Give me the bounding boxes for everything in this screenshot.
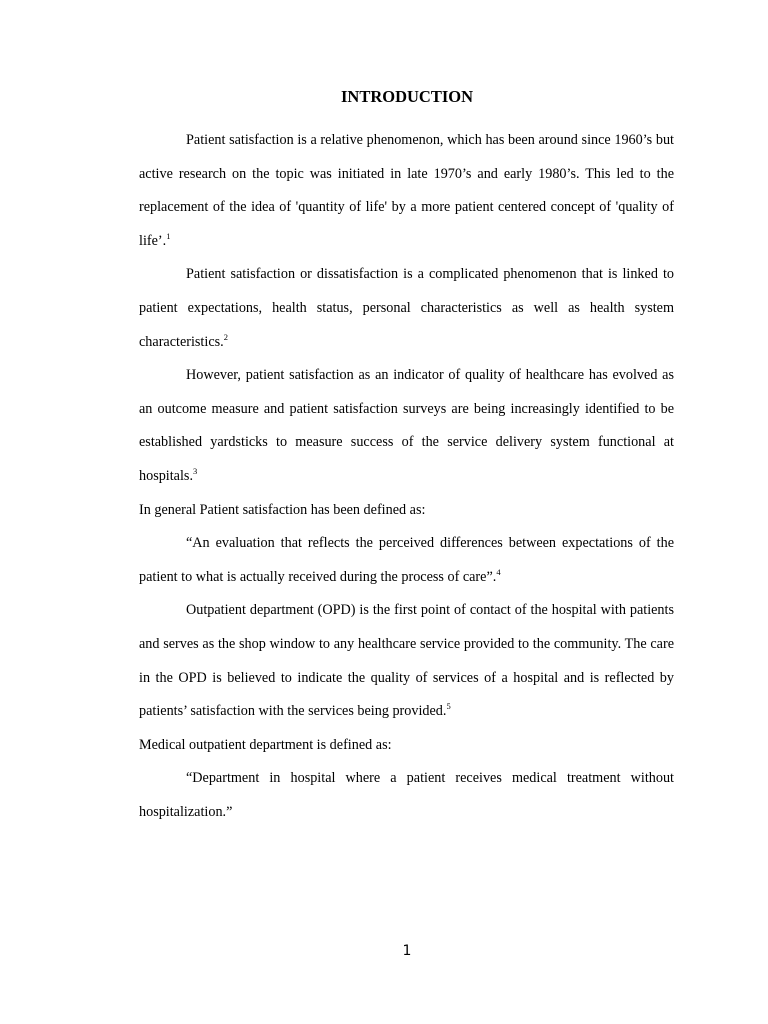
footnote-ref: 4 xyxy=(496,566,501,577)
paragraph-opd-definition-quote xyxy=(139,762,674,829)
page-number: 1 xyxy=(402,943,412,959)
paragraph-text: Outpatient department (OPD) is the first point of contact of the hospital with patients and serves as the shop window to any healthcare service provided to the community. The care in the OPD is believed to indicate the quality of services of a hospital and is reflected by patients’ satisfaction with the services being provided. xyxy=(139,602,674,720)
paragraph-opd xyxy=(139,594,674,728)
paragraph-text: Patient satisfaction or dissatisfaction is a complicated phenomenon that is linked to patient expectations, health status, personal characteristics as well as health system characteristics. xyxy=(139,266,674,350)
paragraph-text: In general Patient satisfaction has been defined as: xyxy=(139,501,426,518)
paragraph-opd-definition-intro xyxy=(139,729,674,763)
paragraph-text: Patient satisfaction is a relative phenomenon, which has been around since 1960’s but active research on the topic was initiated in late 1970’s and early 1980’s. This led to the replacement of the idea of 'quantity of life' by a more patient centered concept of 'quality of life’. xyxy=(139,132,674,249)
footnote-ref: 5 xyxy=(446,701,451,712)
paragraph-text: “Department in hospital where a patient receives medical treatment without hospitalization.” xyxy=(139,770,674,820)
paragraph-indicator xyxy=(139,359,674,493)
paragraph-history xyxy=(139,124,674,258)
footnote-ref: 2 xyxy=(223,331,228,342)
body-text xyxy=(139,124,674,829)
paragraph-definition-intro xyxy=(139,494,674,528)
page-title: INTRODUCTION xyxy=(340,87,474,106)
paragraph-complexity xyxy=(139,258,674,359)
footnote-ref: 3 xyxy=(193,465,198,476)
paragraph-text: However, patient satisfaction as an indicator of quality of healthcare has evolved as an outcome measure and patient satisfaction surveys are being increasingly identified to be established yardsticks to measure success of the service delivery system functional at hospitals. xyxy=(139,367,674,484)
paragraph-text: “An evaluation that reflects the perceived differences between expectations of the patient to what is actually received during the process of care”. xyxy=(139,535,674,585)
paragraph-definition-quote xyxy=(139,527,674,594)
paragraph-text: Medical outpatient department is defined as: xyxy=(139,736,392,753)
footnote-ref: 1 xyxy=(166,230,171,241)
